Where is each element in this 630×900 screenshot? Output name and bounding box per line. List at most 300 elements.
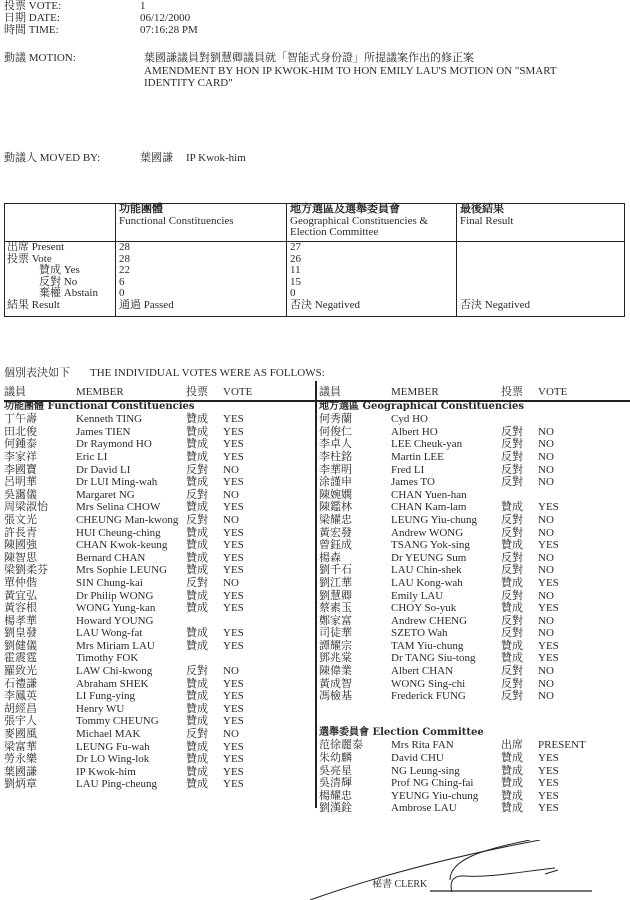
functional-values [119,242,174,312]
member-name-en: CHAN Yuen-han [391,488,467,501]
motion-title-en-line2: IDENTITY CARD" [144,77,233,90]
member-name-en: James TO [391,476,435,489]
member-row [319,438,627,451]
vote-en: NO [538,450,554,463]
member-name-zh: 陳偉業 [319,665,352,678]
geographical-values [290,242,360,312]
moved-by-label: 動議人 MOVED BY: [4,152,101,164]
member-name-zh: 黃宜弘 [4,589,37,602]
moved-by-name-en: IP Kwok-him [186,152,246,164]
member-row [319,476,627,489]
vote-en: YES [223,501,244,514]
member-name-en: David CHU [391,752,444,765]
column-divider [286,204,287,316]
member-name-en: Dr Raymond HO [76,438,152,451]
final-no [460,277,530,289]
member-row [319,690,627,703]
member-row [4,514,312,527]
vote-zh: 贊成 [186,702,208,715]
vote-zh: 贊成 [186,740,208,753]
member-name-zh: 楊森 [319,551,341,564]
member-name-zh: 朱幼麟 [319,752,352,765]
member-row [319,464,627,477]
vote-zh: 贊成 [186,551,208,564]
member-name-zh: 黃容根 [4,602,37,615]
vote-en: YES [223,715,244,728]
col-member-zh: 議員 [4,386,26,398]
vote-en: YES [223,765,244,778]
section-functional-title: 功能團體 Functional Constituencies [4,400,195,412]
member-name-zh: 石禮謙 [4,677,37,690]
member-row [4,741,312,754]
vote-zh: 反對 [501,677,523,690]
member-row [4,690,312,703]
vote-zh: 反對 [186,665,208,678]
member-name-zh: 涂謹申 [319,476,352,489]
date-value: 06/12/2000 [140,12,191,24]
caption-zh: 個別表決如下 [4,367,70,379]
vote-zh: 贊成 [501,752,523,765]
member-row [4,464,312,477]
vote-en: YES [223,526,244,539]
member-name-en: CHAN Kwok-keung [76,539,168,552]
member-row [319,652,627,665]
member-name-zh: 劉千石 [319,564,352,577]
member-name-en: Frederick FUNG [391,690,466,703]
vote-en: YES [538,576,559,589]
member-row [319,527,627,540]
vote-zh: 贊成 [501,501,523,514]
member-name-en: NG Leung-sing [391,764,460,777]
election-committee-rows [319,739,627,815]
member-name-en: CHAN Kam-lam [391,501,467,514]
member-row [4,426,312,439]
vote-zh: 反對 [501,526,523,539]
vote-en: YES [538,652,559,665]
col-vote-zh: 投票 [501,386,523,398]
member-name-en: Kenneth TING [76,413,143,426]
member-name-zh: 曾鈺成 [319,539,352,552]
vote-en: YES [223,476,244,489]
final-values [460,242,530,312]
member-name-zh: 楊孝華 [4,614,37,627]
member-name-zh: 梁富華 [4,740,37,753]
member-row [319,765,627,778]
geographical-no: 15 [290,275,301,288]
geographical-result: 否決 Negatived [290,298,360,311]
vote-zh: 贊成 [501,576,523,589]
functional-result: 通過 Passed [119,298,174,311]
vote-zh: 贊成 [501,802,523,815]
member-row [4,766,312,779]
member-name-en: Dr David LI [76,463,131,476]
member-row [319,739,627,752]
vote-en: YES [223,740,244,753]
member-row [319,665,627,678]
vote-en: NO [538,425,554,438]
member-row [4,438,312,451]
date-row [4,12,190,25]
member-name-zh: 劉江華 [319,576,352,589]
vote-en: YES [538,802,559,815]
label-no: 反對 No [39,275,78,288]
member-name-zh: 霍震霆 [4,652,37,665]
member-name-en: HUI Cheung-ching [76,526,161,539]
section-geographical-title: 地方選區 Geographical Constituencies [319,400,525,412]
vote-zh: 贊成 [186,413,208,426]
vote-en: YES [223,539,244,552]
header-geographical-en2: Election Committee [290,226,379,238]
member-name-zh: 單仲偕 [4,576,37,589]
vote-zh: 反對 [501,450,523,463]
functional-rows [4,413,312,791]
member-row [4,602,312,615]
geographical-votes-list [319,386,627,815]
vote-zh: 反對 [501,551,523,564]
vote-en: NO [538,438,554,451]
functional-no: 6 [119,275,125,288]
member-name-zh: 陳國強 [4,539,37,552]
geographical-abstain: 0 [290,287,296,300]
col-member-en: MEMBER [76,386,124,398]
vote-en: YES [223,413,244,426]
col-vote-en: VOTE [538,386,568,398]
vote-en: YES [538,752,559,765]
vote-value: 1 [140,0,146,12]
member-name-zh: 麥國風 [4,728,37,741]
column-headers [319,386,627,399]
member-row [319,615,627,628]
member-name-en: Howard YOUNG [76,614,154,627]
member-name-zh: 丁午壽 [4,413,37,426]
vote-zh: 贊成 [501,777,523,790]
member-name-en: LI Fung-ying [76,690,135,703]
member-name-en: Mrs Miriam LAU [76,639,155,652]
member-name-zh: 何鍾泰 [4,438,37,451]
member-row [4,615,312,628]
member-row [4,590,312,603]
member-name-en: Martin LEE [391,450,444,463]
vote-en: YES [223,702,244,715]
member-name-zh: 李卓人 [319,438,352,451]
vote-zh: 贊成 [501,764,523,777]
vote-en: NO [538,551,554,564]
label-present: 出席 Present [7,241,65,253]
member-row [4,640,312,653]
section-election-committee-title: 選舉委員會 Election Committee [319,726,484,738]
member-name-zh: 呂明華 [4,476,37,489]
member-row [319,489,627,502]
member-row [4,753,312,766]
member-name-zh: 吳靄儀 [4,488,37,501]
vote-en: YES [538,501,559,514]
vote-en: YES [223,778,244,791]
member-row [4,552,312,565]
member-name-zh: 劉慧卿 [319,589,352,602]
member-row [4,778,312,791]
time-label: 時間 TIME: [4,24,59,36]
member-name-en: Eric LI [76,450,108,463]
member-row [319,678,627,691]
member-name-zh: 李家祥 [4,450,37,463]
member-row [319,802,627,815]
member-name-zh: 胡經昌 [4,702,37,715]
member-name-en: Dr YEUNG Sum [391,551,467,564]
member-name-zh: 鄭家富 [319,614,352,627]
vertical-divider [315,381,317,808]
vote-en: NO [223,488,239,501]
vote-zh: 贊成 [501,639,523,652]
member-row [319,564,627,577]
member-row [4,577,312,590]
header-geographical [290,204,428,239]
member-name-zh: 張宇人 [4,715,37,728]
member-row [319,752,627,765]
member-name-en: LAU Ping-cheung [76,778,157,791]
vote-en: YES [223,753,244,766]
member-name-zh: 劉炳章 [4,778,37,791]
member-name-zh: 張文光 [4,513,37,526]
vote-en: YES [223,677,244,690]
vote-en: NO [538,564,554,577]
geographical-vote: 26 [290,252,301,265]
vote-zh: 反對 [501,425,523,438]
member-name-zh: 何俊仁 [319,425,352,438]
vote-zh: 贊成 [186,564,208,577]
member-name-en: Tommy CHEUNG [76,715,159,728]
header-functional-en: Functional Constituencies [119,214,234,227]
member-row [319,627,627,640]
vote-zh: 反對 [501,627,523,640]
member-row [4,665,312,678]
member-name-zh: 鄧兆棠 [319,652,352,665]
member-name-en: LAW Chi-kwong [76,665,153,678]
member-name-zh: 李柱銘 [319,450,352,463]
member-name-zh: 李鳳英 [4,690,37,703]
vote-zh: 贊成 [186,639,208,652]
member-name-en: Mrs Selina CHOW [76,501,161,514]
vote-en: NO [538,589,554,602]
member-row [4,451,312,464]
clerk-signature-icon [300,840,630,900]
member-name-zh: 馮檢基 [319,690,352,703]
member-name-zh: 梁劉柔芬 [4,564,48,577]
vote-en: YES [538,602,559,615]
individual-votes-caption [4,367,325,380]
vote-zh: 反對 [186,463,208,476]
motion-text [144,52,624,90]
label-vote: 投票 Vote [7,252,52,265]
vote-zh: 反對 [501,564,523,577]
time-value: 07:16:28 PM [140,24,198,36]
col-member-zh: 議員 [319,386,341,398]
moved-by-row [4,152,246,165]
functional-present: 28 [119,241,130,253]
vote-zh: 贊成 [501,652,523,665]
vote-zh: 贊成 [186,425,208,438]
member-name-en: IP Kwok-him [76,765,136,778]
member-name-zh: 葉國謙 [4,765,37,778]
member-name-zh: 周梁淑怡 [4,501,48,514]
member-name-en: James TIEN [76,425,131,438]
vote-zh: 贊成 [186,501,208,514]
member-name-en: LAU Kong-wah [391,576,463,589]
member-name-zh: 譚耀宗 [319,639,352,652]
label-abstain: 棄權 Abstain [39,287,98,300]
vote-zh: 贊成 [186,715,208,728]
member-name-zh: 陳智思 [4,551,37,564]
member-name-en: Fred LI [391,463,425,476]
col-vote-zh: 投票 [186,386,208,398]
moved-by-name-zh: 葉國謙 [140,152,173,164]
vote-zh: 反對 [186,728,208,741]
vote-zh: 贊成 [186,438,208,451]
vote-en: NO [538,677,554,690]
member-name-zh: 李國寶 [4,463,37,476]
vote-zh: 贊成 [186,627,208,640]
member-name-zh: 吳亮星 [319,764,352,777]
vote-zh: 反對 [501,665,523,678]
member-row [319,790,627,803]
member-name-zh: 劉皇發 [4,627,37,640]
vote-en: NO [538,476,554,489]
functional-votes-list [4,386,312,791]
geographical-yes: 11 [290,264,301,277]
col-member-en: MEMBER [391,386,439,398]
section-spacer [319,703,627,727]
member-row [319,640,627,653]
member-name-zh: 陳婉嫻 [319,488,352,501]
member-row [4,564,312,577]
member-name-en: Mrs Sophie LEUNG [76,564,168,577]
member-name-zh: 蔡素玉 [319,602,352,615]
vote-zh: 贊成 [186,526,208,539]
row-labels [7,242,98,312]
vote-zh: 贊成 [186,476,208,489]
vote-zh: 贊成 [186,753,208,766]
header-final-en: Final Result [460,214,514,227]
vote-en: YES [538,789,559,802]
member-name-en: Andrew CHENG [391,614,468,627]
vote-zh: 贊成 [186,690,208,703]
member-name-en: SIN Chung-kai [76,576,143,589]
member-name-en: Emily LAU [391,589,444,602]
time-row [4,24,198,37]
member-row [319,451,627,464]
vote-zh: 反對 [501,589,523,602]
vote-en: NO [538,690,554,703]
member-name-zh: 劉漢銓 [319,802,352,815]
vote-en: YES [223,450,244,463]
member-row [319,539,627,552]
column-headers [4,386,312,399]
vote-en: NO [223,665,239,678]
vote-zh: 贊成 [501,789,523,802]
vote-zh: 贊成 [186,778,208,791]
vote-label: 投票 VOTE: [4,0,62,12]
member-name-en: Dr TANG Siu-tong [391,652,476,665]
vote-en: YES [223,438,244,451]
member-name-en: Prof NG Ching-fai [391,777,474,790]
member-name-zh: 梁耀忠 [319,513,352,526]
member-name-zh: 黃成智 [319,677,352,690]
vote-en: NO [223,463,239,476]
vote-en: NO [223,728,239,741]
col-vote-en: VOTE [223,386,253,398]
motion-title-zh: 葉國謙議員對劉慧卿議員就「智能式身份證」所提議案作出的修正案 [144,52,474,64]
final-vote [460,254,530,266]
column-divider [115,204,116,316]
header-final-result [460,204,513,227]
member-name-en: Albert HO [391,425,438,438]
member-row [4,703,312,716]
member-name-en: YEUNG Yiu-chung [391,789,479,802]
vote-zh: 反對 [186,576,208,589]
member-name-zh: 許長青 [4,526,37,539]
member-row [4,652,312,665]
vote-en: YES [223,425,244,438]
vote-en: YES [223,602,244,615]
functional-vote: 28 [119,252,130,265]
header-final-zh: 最後結果 [460,203,504,215]
vote-en: PRESENT [538,739,586,752]
vote-zh: 贊成 [186,677,208,690]
vote-zh: 贊成 [186,450,208,463]
member-name-zh: 司徒華 [319,627,352,640]
vote-en: YES [223,589,244,602]
vote-zh: 贊成 [501,602,523,615]
functional-yes: 22 [119,264,130,277]
final-yes [460,265,530,277]
member-name-en: Michael MAK [76,728,141,741]
member-name-en: Albert CHAN [391,665,454,678]
functional-abstain: 0 [119,287,125,300]
vote-zh: 贊成 [501,539,523,552]
member-row [4,501,312,514]
vote-zh: 反對 [186,488,208,501]
vote-zh: 贊成 [186,539,208,552]
geographical-present: 27 [290,241,301,253]
member-row [319,590,627,603]
member-name-en: Bernard CHAN [76,551,146,564]
member-name-en: Andrew WONG [391,526,464,539]
vote-en: YES [538,539,559,552]
member-name-en: Dr LUI Ming-wah [76,476,158,489]
caption-en: THE INDIVIDUAL VOTES WERE AS FOLLOWS: [90,367,325,379]
vote-en: YES [538,777,559,790]
vote-zh: 反對 [501,614,523,627]
member-name-zh: 劉健儀 [4,639,37,652]
vote-en: YES [223,551,244,564]
label-result: 結果 Result [7,298,60,311]
member-row [319,552,627,565]
member-row [319,426,627,439]
member-name-en: WONG Sing-chi [391,677,466,690]
header-geographical-zh: 地方選區及選舉委員會 [290,203,400,215]
vote-en: YES [538,764,559,777]
vote-zh: 反對 [501,463,523,476]
member-row [319,777,627,790]
member-row [319,577,627,590]
vote-zh: 出席 [501,739,523,752]
geographical-rows [319,413,627,703]
header-geographical-en: Geographical Constituencies & [290,214,429,227]
member-name-en: TAM Yiu-chung [391,639,464,652]
member-name-en: Mrs Rita FAN [391,739,454,752]
vote-zh: 反對 [501,690,523,703]
member-row [4,476,312,489]
member-row [4,413,312,426]
